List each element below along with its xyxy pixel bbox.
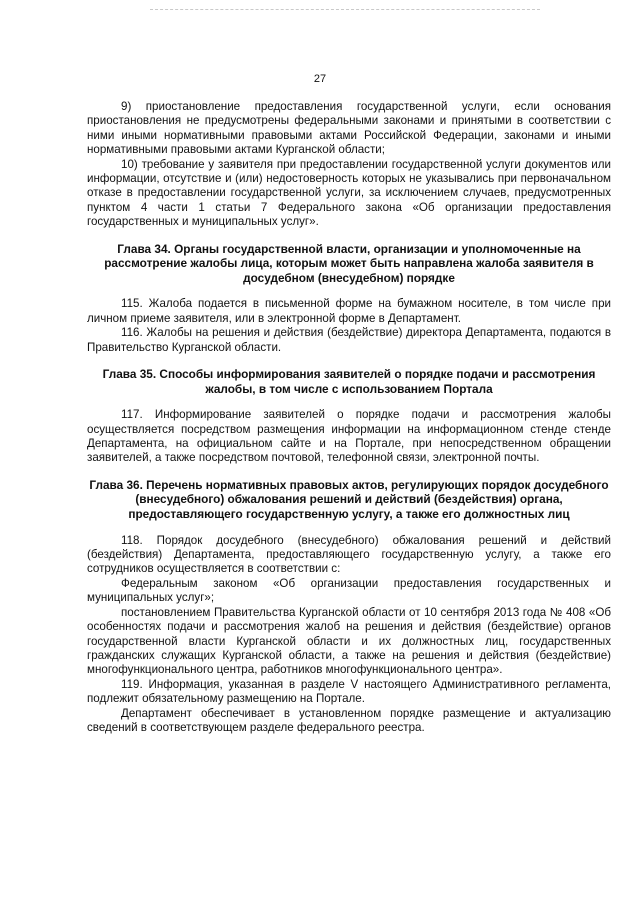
chapter-34-heading: Глава 34. Органы государственной власти, организации и уполномоченные на рассмотрение жалобы лица, которым может быть направлена жалоба заявителя в досудебном (внесудебном) порядке [104,241,594,285]
paragraph-department-duty: Департамент обеспечивает в установленном порядке размещение и актуализацию сведений в соответствующем разделе федерального реестра. [87,706,611,734]
paragraph-116: 116. Жалобы на решения и действия (бездействие) директора Департамента, подаются в Правительство Курганской области. [87,326,611,354]
list-item-9: 9) приостановление предоставления государственной услуги, если основания приостановления не предусмотрены федеральными законами и принятыми в соответствии с ними иными нормативными правовыми актами Российской Федерации, законами и иными нормативными правовыми актами Курганской области; [87,100,611,157]
scan-edge-line [150,9,540,10]
paragraph-119: 119. Информация, указанная в разделе V настоящего Административного регламента, подлежит обязательному размещению на Портале. [87,677,611,706]
paragraph-federal-law: Федеральным законом «Об организации предоставления государственных и муниципальных услуг»; [87,576,611,605]
list-item-10: 10) требование у заявителя при предоставлении государственной услуги документов или информации, отсутствие и (или) недостоверность которых не указывались при первоначальном отказе в предоставлении государственной услуги, за исключением случаев, предусмотренных пунктом 4 части 1 статьи 7 Федерального закона «Об организации предоставления государственных и муниципальных услуг». [87,157,611,229]
page-number: 27 [313,73,327,85]
paragraph-118: 118. Порядок досудебного (внесудебного) обжалования решений и действий (бездействия) Департамента, предоставляющего государственную услугу, а также его сотрудников осуществляется в соответствии с: [87,533,611,576]
chapter-35-heading: Глава 35. Способы информирования заявителей о порядке подачи и рассмотрения жалобы, в том числе с использованием Портала [102,367,596,396]
paragraph-115: 115. Жалоба подается в письменной форме на бумажном носителе, в том числе при личном приеме заявителя, или в электронной форме в Департамент. [87,297,611,325]
chapter-36-heading: Глава 36. Перечень нормативных правовых актов, регулирующих порядок досудебного (внесудебного) обжалования решений и действий (бездействия) органа, предоставляющего государственную услугу, а также его должностных лиц [89,477,609,522]
paragraph-government-decree: постановлением Правительства Курганской области от 10 сентября 2013 года № 408 «Об особенностях подачи и рассмотрения жалоб на решения и действия (бездействие) органов государственной власти Курганской области и их должностных лиц, государственных гражданских служащих Курганской области, а также на решения и действия (бездействие) многофункционального центра, работников многофункционального центра». [87,605,611,677]
document-body [87,100,611,735]
paragraph-117: 117. Информирование заявителей о порядке подачи и рассмотрения жалобы осуществляется посредством размещения информации на информационном стенде стенде Департамента, на официальном сайте и на Портале, при непосредственном обращении заявителей, а также посредством почтовой, телефонной связи, электронной почты. [87,408,611,465]
